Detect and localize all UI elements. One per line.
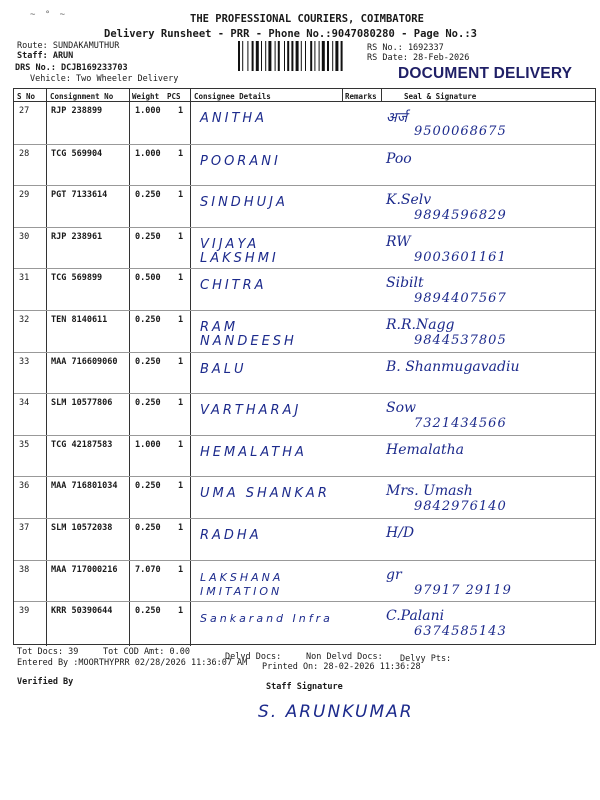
row-consignee-name: VARTHARAJ: [200, 403, 302, 419]
col-header-weight: Weight: [132, 92, 160, 101]
row-signature-phone: 7321434566: [414, 416, 507, 432]
row-signature: K.Selv: [386, 192, 432, 209]
row-pcs: 1: [178, 523, 184, 533]
row-signature-phone: 9844537805: [414, 333, 507, 348]
row-signature-phone: 9842976140: [414, 499, 507, 515]
col-header-remarks: Remarks: [345, 92, 377, 101]
row-signature-phone: 9003601161: [414, 249, 507, 265]
row-signature: Mrs. Umash: [386, 483, 473, 500]
row-consignment-no: MAA 716609060: [51, 356, 118, 367]
col-header-consignment: Consignment No: [50, 92, 114, 101]
table-row: [14, 435, 595, 478]
table-row: [14, 227, 595, 270]
row-consignment-no: SLM 10577806: [51, 398, 113, 409]
row-consignee-name: UMA SHANKAR: [200, 486, 330, 502]
row-consignee-name: BALU: [200, 361, 247, 377]
table-row: [14, 185, 595, 228]
table-row: [14, 144, 595, 187]
table-row: [14, 560, 595, 603]
row-pcs: 1: [178, 273, 184, 284]
row-sno: 27: [19, 106, 30, 116]
row-pcs: 1: [178, 148, 184, 159]
delivered-docs: Delvd Docs:: [225, 652, 282, 662]
row-consignment-no: MAA 716801034: [51, 481, 118, 492]
row-sno: 35: [19, 439, 30, 450]
non-delivered-docs: Non Delvd Docs:: [306, 652, 383, 662]
row-signature: Sibilt: [386, 275, 424, 292]
row-sno: 38: [19, 564, 30, 575]
row-consignee-name: CHITRA: [200, 278, 267, 294]
row-signature: B. Shanmugavadiu: [386, 358, 520, 375]
row-weight: 0.250: [135, 231, 161, 242]
row-sno: 31: [19, 273, 30, 284]
row-consignment-no: TEN 8140611: [51, 315, 108, 325]
row-consignee-name: POORANI: [200, 153, 281, 169]
runsheet-title: Delivery Runsheet - PRR - Phone No.:9047080280 - Page No.:3: [104, 28, 477, 40]
row-pcs: 1: [178, 481, 184, 492]
row-signature: Sow: [386, 400, 417, 417]
row-consignment-no: RJP 238899: [51, 106, 103, 116]
row-consignee-name: LAKSHANA IMITATION: [200, 570, 284, 598]
row-pcs: 1: [178, 190, 184, 201]
row-consignment-no: TCG 42187583: [51, 439, 113, 450]
col-header-signature: Seal & Signature: [404, 92, 477, 101]
delivery-points: Delvy Pts:: [400, 654, 452, 664]
row-sno: 37: [19, 523, 30, 533]
col-header-consignee: Consignee Details: [194, 92, 271, 101]
row-consignment-no: RJP 238961: [51, 231, 103, 242]
row-pcs: 1: [178, 106, 184, 116]
row-consignee-name: SINDHUJA: [200, 195, 288, 211]
row-weight: 0.250: [135, 315, 161, 325]
row-weight: 1.000: [135, 148, 161, 159]
row-weight: 1.000: [135, 106, 161, 116]
row-weight: 1.000: [135, 439, 161, 450]
row-weight: 0.250: [135, 190, 161, 201]
row-signature: RW: [386, 233, 411, 250]
rs-date: RS Date: 28-Feb-2026: [367, 53, 470, 63]
row-signature: H/D: [386, 525, 415, 541]
corner-mark: ~ ° ~: [30, 10, 68, 20]
row-consignment-no: KRR 50390644: [51, 606, 113, 617]
printed-on: Printed On: 28-02-2026 11:36:28: [262, 662, 421, 672]
row-sno: 29: [19, 190, 30, 201]
row-pcs: 1: [178, 315, 184, 325]
row-signature: Hemalatha: [386, 441, 464, 458]
total-cod-amount: Tot COD Amt: 0.00: [103, 647, 190, 657]
row-consignee-name: Sankarand Infra: [200, 612, 333, 626]
total-docs: Tot Docs: 39: [17, 647, 79, 657]
table-row: [14, 601, 595, 644]
row-consignee-name: RADHA: [200, 528, 262, 543]
row-pcs: 1: [178, 564, 184, 575]
row-weight: 0.500: [135, 273, 161, 284]
row-sno: 30: [19, 231, 30, 242]
barcode-icon: [238, 41, 364, 71]
entered-by: Entered By :MOORTHYPRR 02/28/2026 11:36:07 AM: [17, 658, 248, 668]
staff-signature: S. ARUNKUMAR: [258, 702, 414, 722]
table-row: [14, 476, 595, 519]
staff-signature-label: Staff Signature: [266, 682, 343, 692]
verified-by-label: Verified By: [17, 677, 74, 687]
row-consignment-no: TCG 569899: [51, 273, 103, 284]
col-header-pcs: PCS: [167, 92, 181, 101]
row-consignee-name: ANITHA: [200, 111, 268, 126]
table-row: [14, 518, 595, 561]
row-pcs: 1: [178, 606, 184, 617]
drs-number: DRS No.: DCJB169233703: [15, 63, 128, 73]
row-sno: 36: [19, 481, 30, 492]
row-consignee-name: VIJAYA LAKSHMI: [200, 236, 279, 266]
row-signature: gr: [386, 566, 402, 583]
row-weight: 0.250: [135, 606, 161, 617]
table-row: [14, 268, 595, 311]
row-sno: 34: [19, 398, 30, 409]
row-weight: 0.250: [135, 481, 161, 492]
row-pcs: 1: [178, 356, 184, 367]
row-pcs: 1: [178, 231, 184, 242]
row-signature-phone: 9500068675: [414, 124, 507, 139]
table-row: [14, 310, 595, 353]
row-consignment-no: PGT 7133614: [51, 190, 108, 201]
row-signature: R.R.Nagg: [386, 317, 455, 333]
row-sno: 33: [19, 356, 30, 367]
row-weight: 0.250: [135, 523, 161, 533]
route-label: Route: SUNDAKAMUTHUR: [17, 41, 120, 51]
col-divider: [342, 89, 343, 101]
row-consignment-no: MAA 717000216: [51, 564, 118, 575]
row-signature-phone: 6374585143: [414, 624, 507, 640]
company-title: THE PROFESSIONAL COURIERS, COIMBATORE: [190, 13, 424, 25]
rs-number: RS No.: 1692337: [367, 43, 444, 53]
document-delivery-stamp: DOCUMENT DELIVERY: [398, 65, 573, 82]
table-row: [14, 352, 595, 395]
row-sno: 32: [19, 315, 30, 325]
col-divider: [381, 89, 382, 101]
row-pcs: 1: [178, 398, 184, 409]
row-consignee-name: RAM NANDEESH: [200, 320, 297, 349]
row-signature: C.Palani: [386, 608, 445, 625]
row-consignee-name: HEMALATHA: [200, 444, 307, 460]
row-signature: अर्ज: [386, 110, 408, 126]
row-consignment-no: SLM 10572038: [51, 523, 113, 533]
row-signature-phone: 9894596829: [414, 208, 507, 224]
col-header-sno: S No: [17, 92, 36, 101]
row-weight: 7.070: [135, 564, 161, 575]
row-sno: 28: [19, 148, 30, 159]
staff-label: Staff: ARUN: [17, 51, 74, 61]
row-signature-phone: 97917 29119: [414, 582, 512, 598]
row-pcs: 1: [178, 439, 184, 450]
vehicle-label: Vehicle: Two Wheeler Delivery: [30, 74, 179, 84]
row-signature: Poo: [386, 150, 412, 167]
table-row: [14, 102, 595, 144]
row-signature-phone: 9894407567: [414, 291, 507, 307]
row-consignment-no: TCG 569904: [51, 148, 103, 159]
delivery-table: [13, 88, 596, 645]
table-row: [14, 393, 595, 436]
row-sno: 39: [19, 606, 30, 617]
row-weight: 0.250: [135, 356, 161, 367]
row-weight: 0.250: [135, 398, 161, 409]
